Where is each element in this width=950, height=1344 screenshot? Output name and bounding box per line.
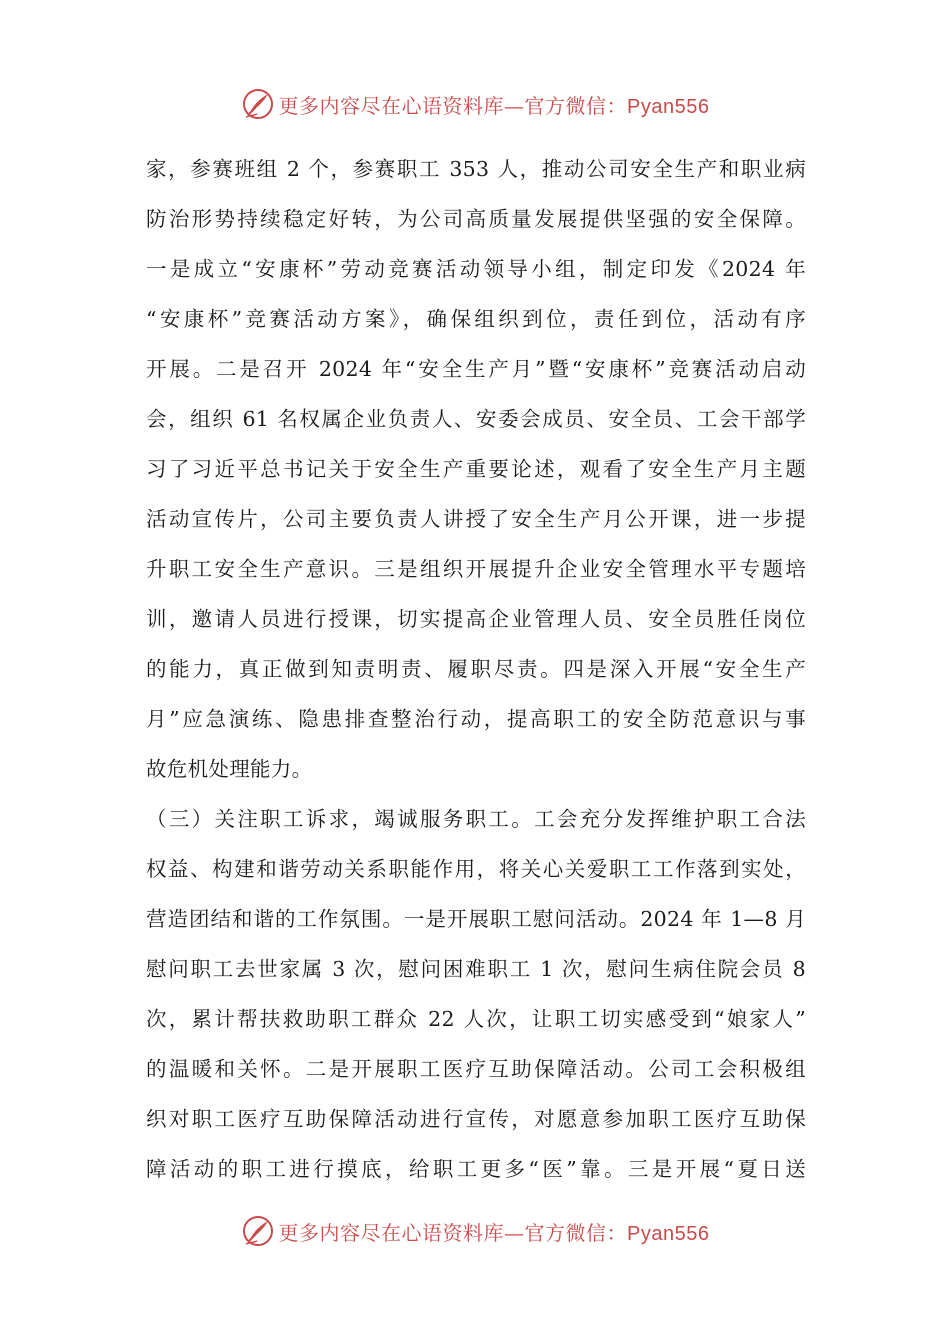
text-line: 慰问职工去世家属 3 次，慰问困难职工 1 次，慰问生病住院会员 8 [146,957,806,981]
text-line: 会，组织 61 名权属企业负责人、安委会成员、安全员、工会干部学 [146,407,806,431]
text-line: 故危机处理能力。 [146,757,313,781]
text-line: 的温暖和关怀。二是开展职工医疗互助保障活动。公司工会积极组 [146,1057,806,1081]
text-line: 训，邀请人员进行授课，切实提高企业管理人员、安全员胜任岗位 [146,607,806,631]
text-line: 织对职工医疗互助保障活动进行宣传，对愿意参加职工医疗互助保 [146,1107,806,1131]
watermark-banner-bottom [0,1211,950,1251]
text-line: （三）关注职工诉求，竭诚服务职工。工会充分发挥维护职工合法 [146,807,806,831]
watermark-text: 更多内容尽在心语资料库—官方微信：Pyan556 [278,93,710,118]
watermark-text: 更多内容尽在心语资料库—官方微信：Pyan556 [278,1220,710,1245]
text-line: “安康杯”竞赛活动方案》，确保组织到位，责任到位，活动有序 [146,307,806,331]
text-line: 家，参赛班组 2 个，参赛职工 353 人，推动公司安全生产和职业病 [146,157,806,181]
text-line: 营造团结和谐的工作氛围。一是开展职工慰问活动。2024 年 1—8 月 [146,907,806,931]
text-line: 习了习近平总书记关于安全生产重要论述，观看了安全生产月主题 [146,457,806,481]
text-line: 的能力，真正做到知责明责、履职尽责。四是深入开展“安全生产 [146,657,806,681]
watermark-banner-top [0,84,950,124]
text-line: 月”应急演练、隐患排查整治行动，提高职工的安全防范意识与事 [146,707,806,731]
text-line: 权益、构建和谐劳动关系职能作用，将关心关爱职工工作落到实处， [146,857,806,881]
text-line: 升职工安全生产意识。三是组织开展提升企业安全管理水平专题培 [146,557,806,581]
document-body [146,144,826,1194]
text-line: 次，累计帮扶救助职工群众 22 人次，让职工切实感受到“娘家人” [146,1007,806,1031]
text-line: 防治形势持续稳定好转，为公司高质量发展提供坚强的安全保障。 [146,207,806,231]
quill-logo-icon [241,87,275,121]
text-line: 活动宣传片，公司主要负责人讲授了安全生产月公开课，进一步提 [146,507,806,531]
text-line: 开展。二是召开 2024 年“安全生产月”暨“安康杯”竞赛活动启动 [146,357,806,381]
quill-logo-icon [241,1214,275,1248]
text-line: 障活动的职工进行摸底，给职工更多“医”靠。三是开展“夏日送 [146,1157,806,1181]
text-line: 一是成立“安康杯”劳动竞赛活动领导小组，制定印发《2024 年 [146,257,806,281]
